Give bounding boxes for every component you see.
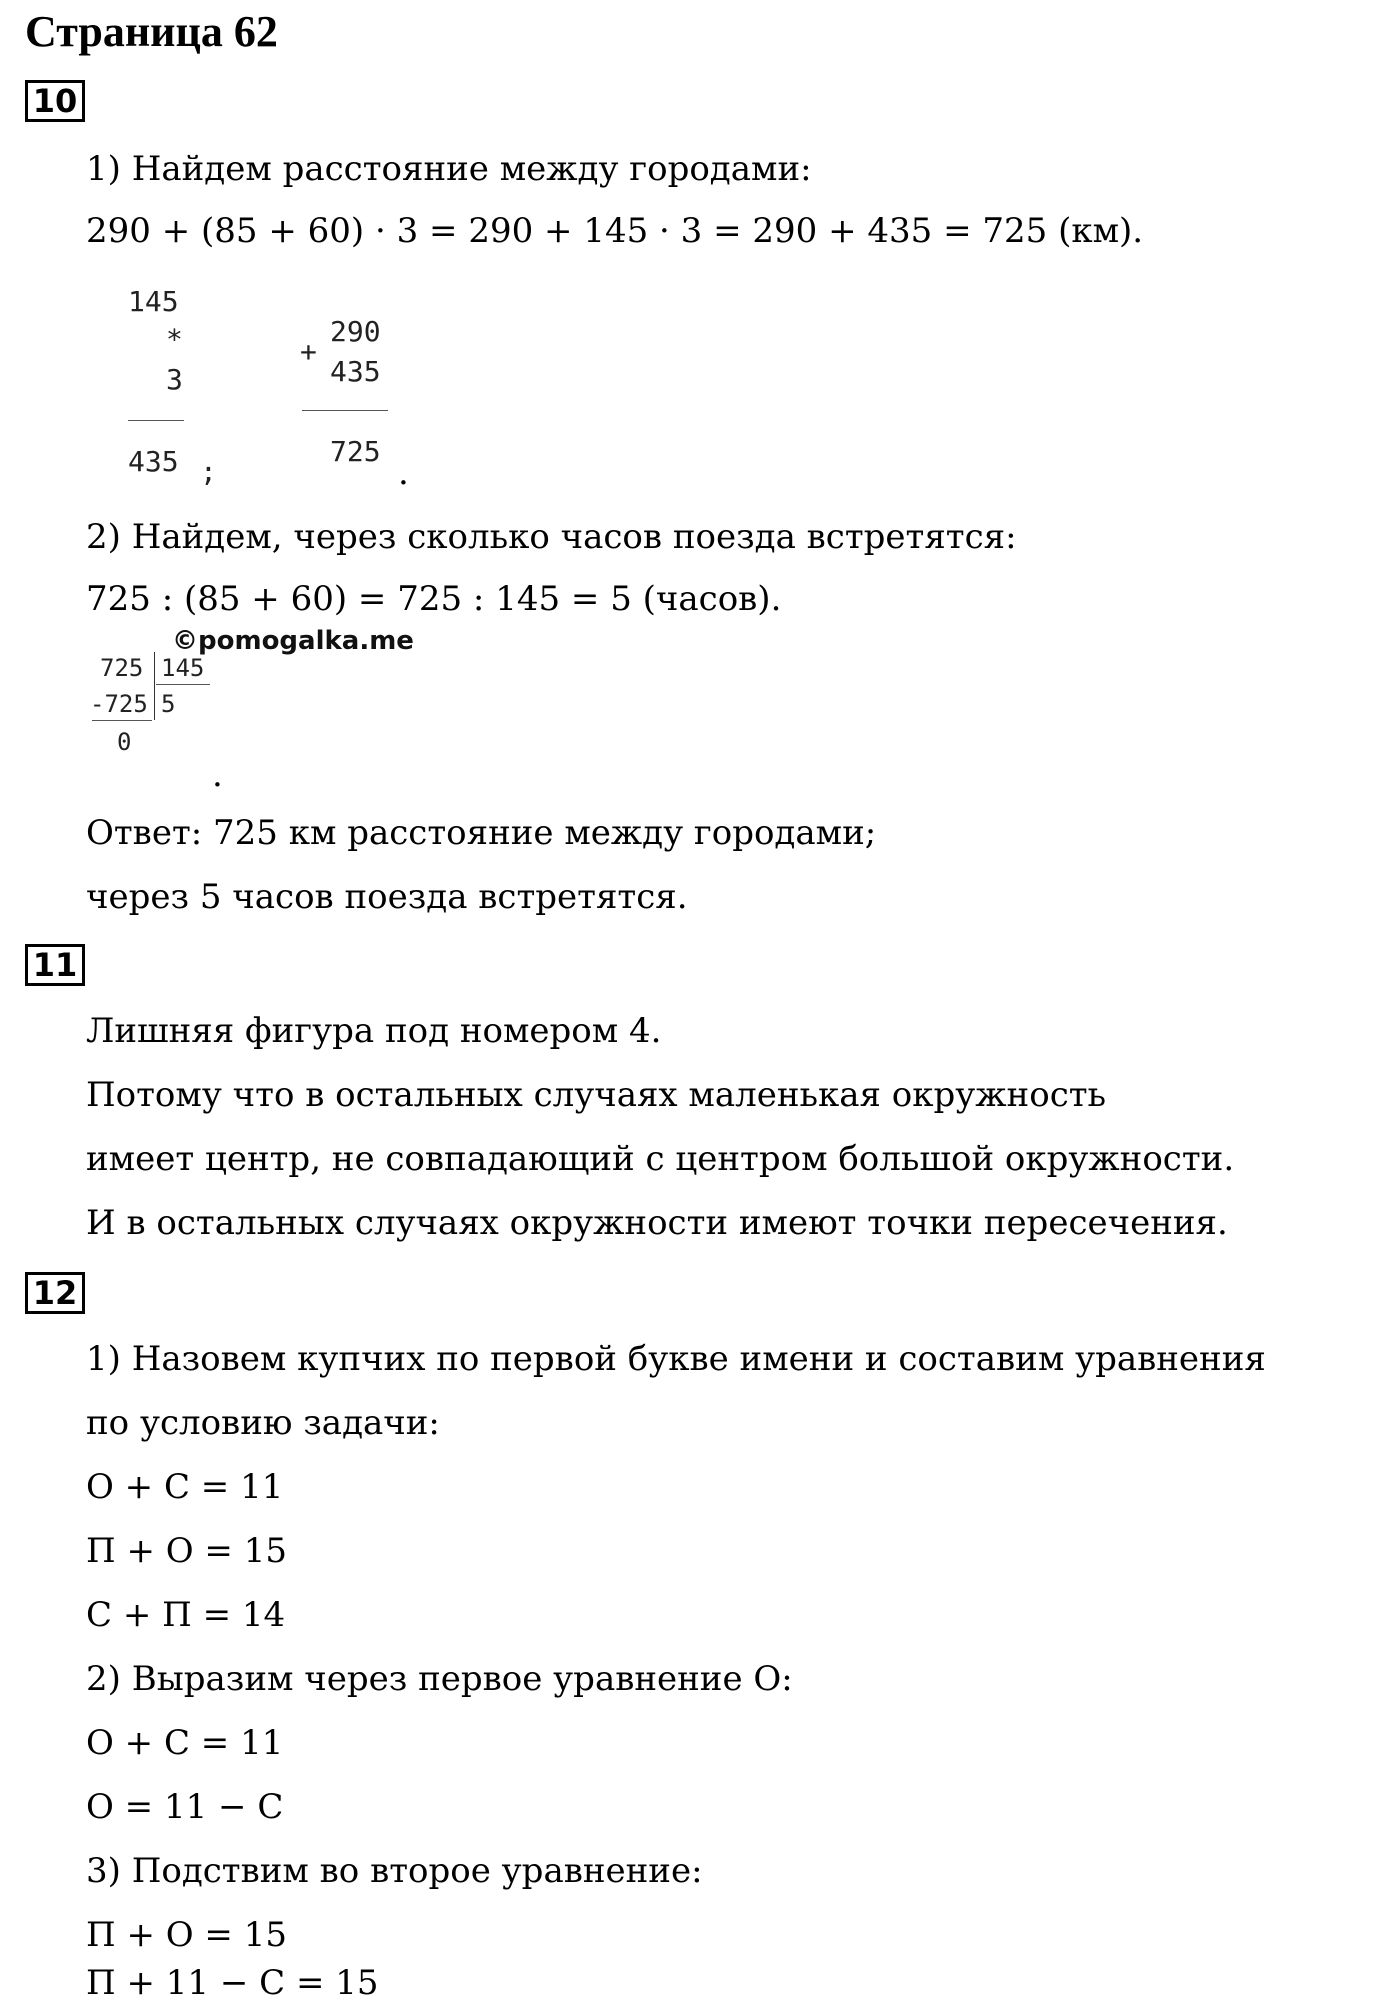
watermark: ©pomogalka.me (172, 626, 414, 656)
add-operator: + (300, 335, 317, 368)
task-12-line: по условию задачи: (86, 1403, 440, 1443)
task-12-line: 1) Назовем купчих по первой букве имени и составим уравнения (86, 1339, 1266, 1379)
div-vertical-rule (154, 652, 155, 720)
mult-factor: 3 (166, 363, 183, 396)
task-12-equation: П + 11 − С = 15 (86, 1963, 379, 2003)
div-divisor-rule (156, 684, 210, 685)
task-12-equation: П + О = 15 (86, 1915, 287, 1955)
task-12-line: 2) Выразим через первое уравнение О: (86, 1659, 793, 1699)
add-a: 290 (330, 315, 381, 348)
task-12-equation: О + С = 11 (86, 1467, 284, 1507)
task-11-line: имеет центр, не совпадающий с центром большой окружности. (86, 1139, 1235, 1179)
task-12-equation: П + О = 15 (86, 1531, 287, 1571)
task-12-line: 3) Подствим во второе уравнение: (86, 1851, 703, 1891)
div-result-rule (92, 720, 152, 721)
add-rule (302, 410, 388, 411)
task-11-line: Лишняя фигура под номером 4. (86, 1011, 662, 1051)
task-12-equation: О = 11 − С (86, 1787, 284, 1827)
task-10-answer-line-2: через 5 часов поезда встретятся. (86, 877, 688, 917)
task-12-number: 12 (25, 1272, 85, 1314)
mult-top: 145 (128, 285, 179, 318)
div-dividend: 725 (100, 654, 144, 682)
task-12-equation: О + С = 11 (86, 1723, 284, 1763)
task-10-step1-expression: 290 + (85 + 60) · 3 = 290 + 145 · 3 = 290 + 435 = 725 (км). (86, 211, 1144, 251)
div-remainder: 0 (117, 728, 132, 756)
task-10-answer-line-1: Ответ: 725 км расстояние между городами; (86, 813, 877, 853)
task-10-step2-title: 2) Найдем, через сколько часов поезда встретятся: (86, 517, 1017, 557)
div-subtrahend: -725 (90, 690, 148, 718)
add-result: 725 (330, 435, 381, 468)
add-end: . (398, 453, 409, 493)
mult-result: 435 (128, 445, 179, 478)
div-quotient: 5 (161, 690, 176, 718)
task-10-number: 10 (25, 80, 85, 122)
task-11-line: Потому что в остальных случаях маленькая окружность (86, 1075, 1107, 1115)
add-b: 435 (330, 355, 381, 388)
div-divisor: 145 (161, 654, 205, 682)
mult-separator: ; (200, 455, 217, 488)
task-10-step1-title: 1) Найдем расстояние между городами: (86, 149, 812, 189)
task-11-number: 11 (25, 944, 85, 986)
page-title: Страница 62 (25, 7, 278, 56)
mult-operator: * (166, 323, 183, 356)
task-10-step2-expression: 725 : (85 + 60) = 725 : 145 = 5 (часов). (86, 579, 782, 619)
div-end: . (212, 755, 223, 795)
task-11-line: И в остальных случаях окружности имеют точки пересечения. (86, 1203, 1228, 1243)
task-12-equation: С + П = 14 (86, 1595, 286, 1635)
mult-rule (128, 420, 184, 421)
